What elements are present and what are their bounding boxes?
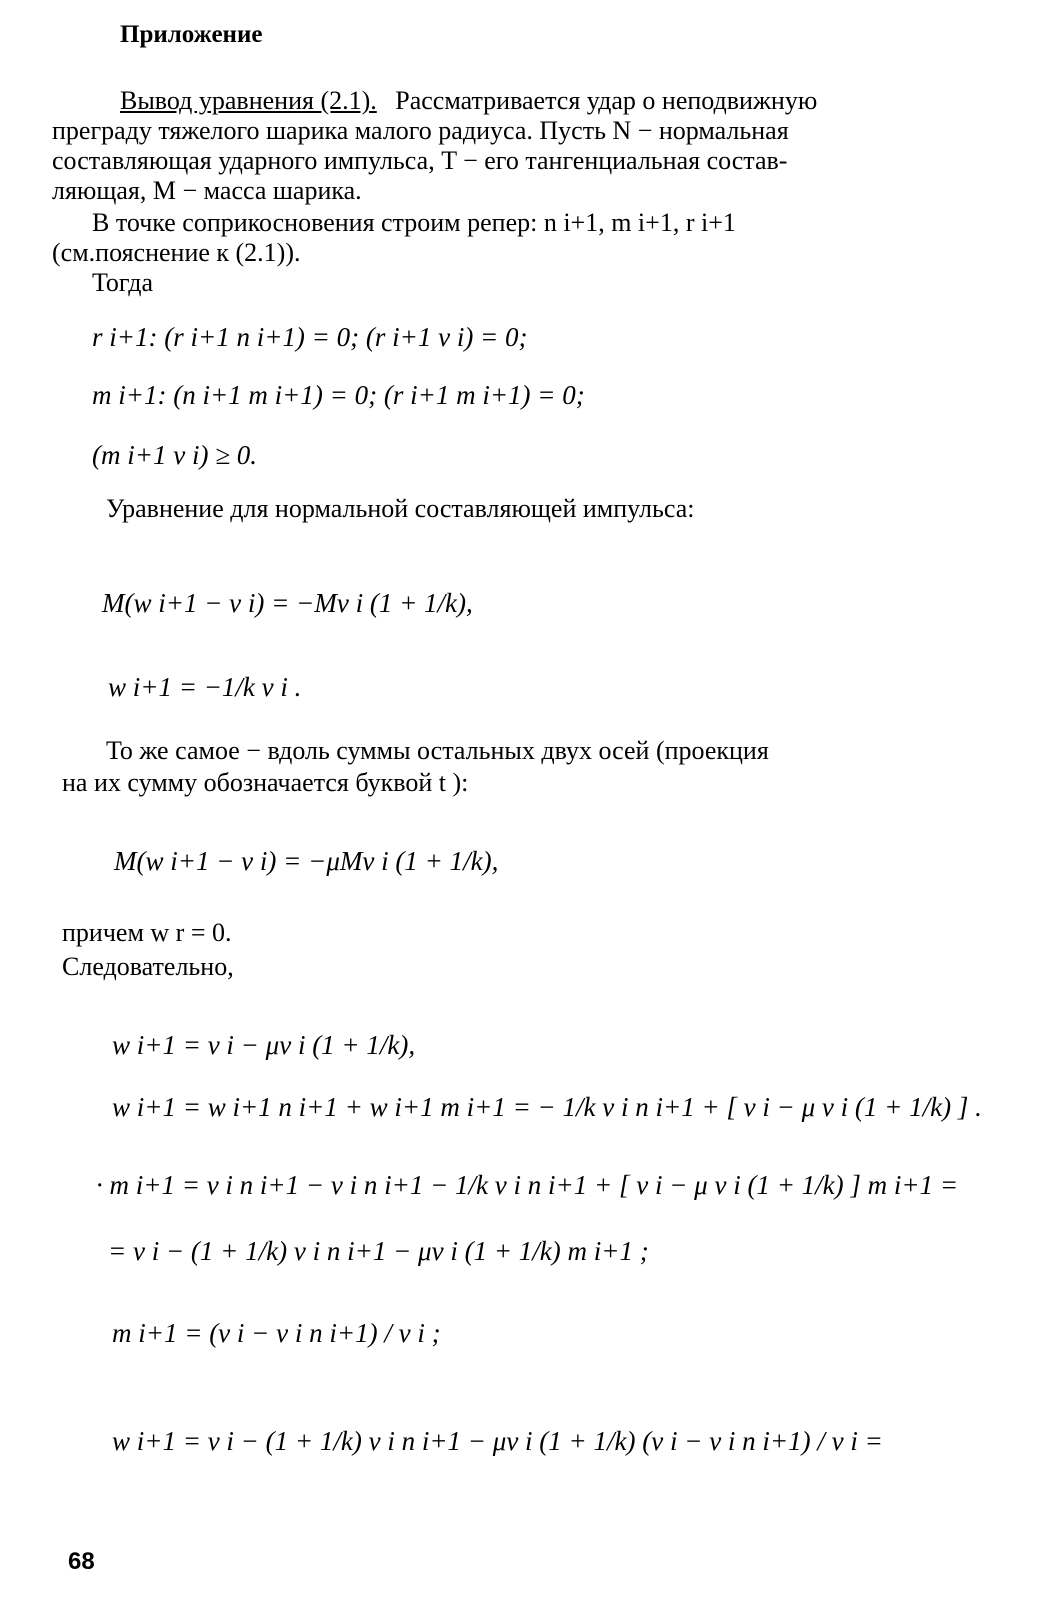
final-equation-5: m i+1 = (v i − v i n i+1) / v i ; <box>112 1318 441 1348</box>
final-equation-3: · m i+1 = v i n i+1 − v i n i+1 − 1/k v i n i+1 + [ v i − μ v i (1 + 1/k) ] m i+1 = <box>96 1170 959 1200</box>
intro-line-6: (см.пояснение к (2.1)). <box>52 238 301 267</box>
final-equation-1: w i+1 = v i − μv i (1 + 1/k), <box>112 1030 416 1060</box>
final-equation-6: w i+1 = v i − (1 + 1/k) v i n i+1 − μv i (1 + 1/k) (v i − v i n i+1) / v i = <box>112 1426 883 1456</box>
normal-caption: Уравнение для нормальной составляющей импульса: <box>106 494 695 523</box>
equation-reference: Вывод уравнения (2.1). <box>120 86 377 115</box>
intro-line-3: составляющая ударного импульса, T − его тангенциальная состав- <box>52 146 788 175</box>
final-equation-4: = v i − (1 + 1/k) v i n i+1 − μv i (1 + 1/k) m i+1 ; <box>108 1236 649 1266</box>
tangent-equation: M(w i+1 − v i) = −μMv i (1 + 1/k), <box>114 846 499 876</box>
intro-line-1-rest: Рассматривается удар о неподвижную <box>395 86 818 115</box>
equation-r-conditions: r i+1: (r i+1 n i+1) = 0; (r i+1 v i) = 0; <box>92 322 528 352</box>
section-heading: Приложение <box>120 21 263 48</box>
normal-equation-2: w i+1 = −1/k v i . <box>108 672 302 702</box>
tangent-caption-2: на их сумму обозначается буквой t ): <box>62 768 469 797</box>
wherein-line: причем w r = 0. <box>62 918 232 947</box>
intro-line-7: Тогда <box>92 268 154 297</box>
intro-line-5: В точке соприкосновения строим репер: n i+1, m i+1, r i+1 <box>92 208 736 237</box>
therefore-line: Следовательно, <box>62 952 234 981</box>
page-number: 68 <box>68 1548 95 1575</box>
normal-equation-1: M(w i+1 − v i) = −Mv i (1 + 1/k), <box>102 588 473 618</box>
tangent-caption-1: То же самое − вдоль суммы остальных двух осей (проекция <box>106 736 769 765</box>
equation-m-conditions: m i+1: (n i+1 m i+1) = 0; (r i+1 m i+1) = 0; <box>92 380 585 410</box>
intro-line-2: преграду тяжелого шарика малого радиуса. Пусть N − нормальная <box>52 116 789 145</box>
final-equation-2: w i+1 = w i+1 n i+1 + w i+1 m i+1 = − 1/k v i n i+1 + [ v i − μ v i (1 + 1/k) ] . <box>112 1092 982 1122</box>
intro-line-1 <box>120 86 817 116</box>
intro-line-4: ляющая, M − масса шарика. <box>52 176 362 205</box>
equation-inequality: (m i+1 v i) ≥ 0. <box>92 440 258 470</box>
